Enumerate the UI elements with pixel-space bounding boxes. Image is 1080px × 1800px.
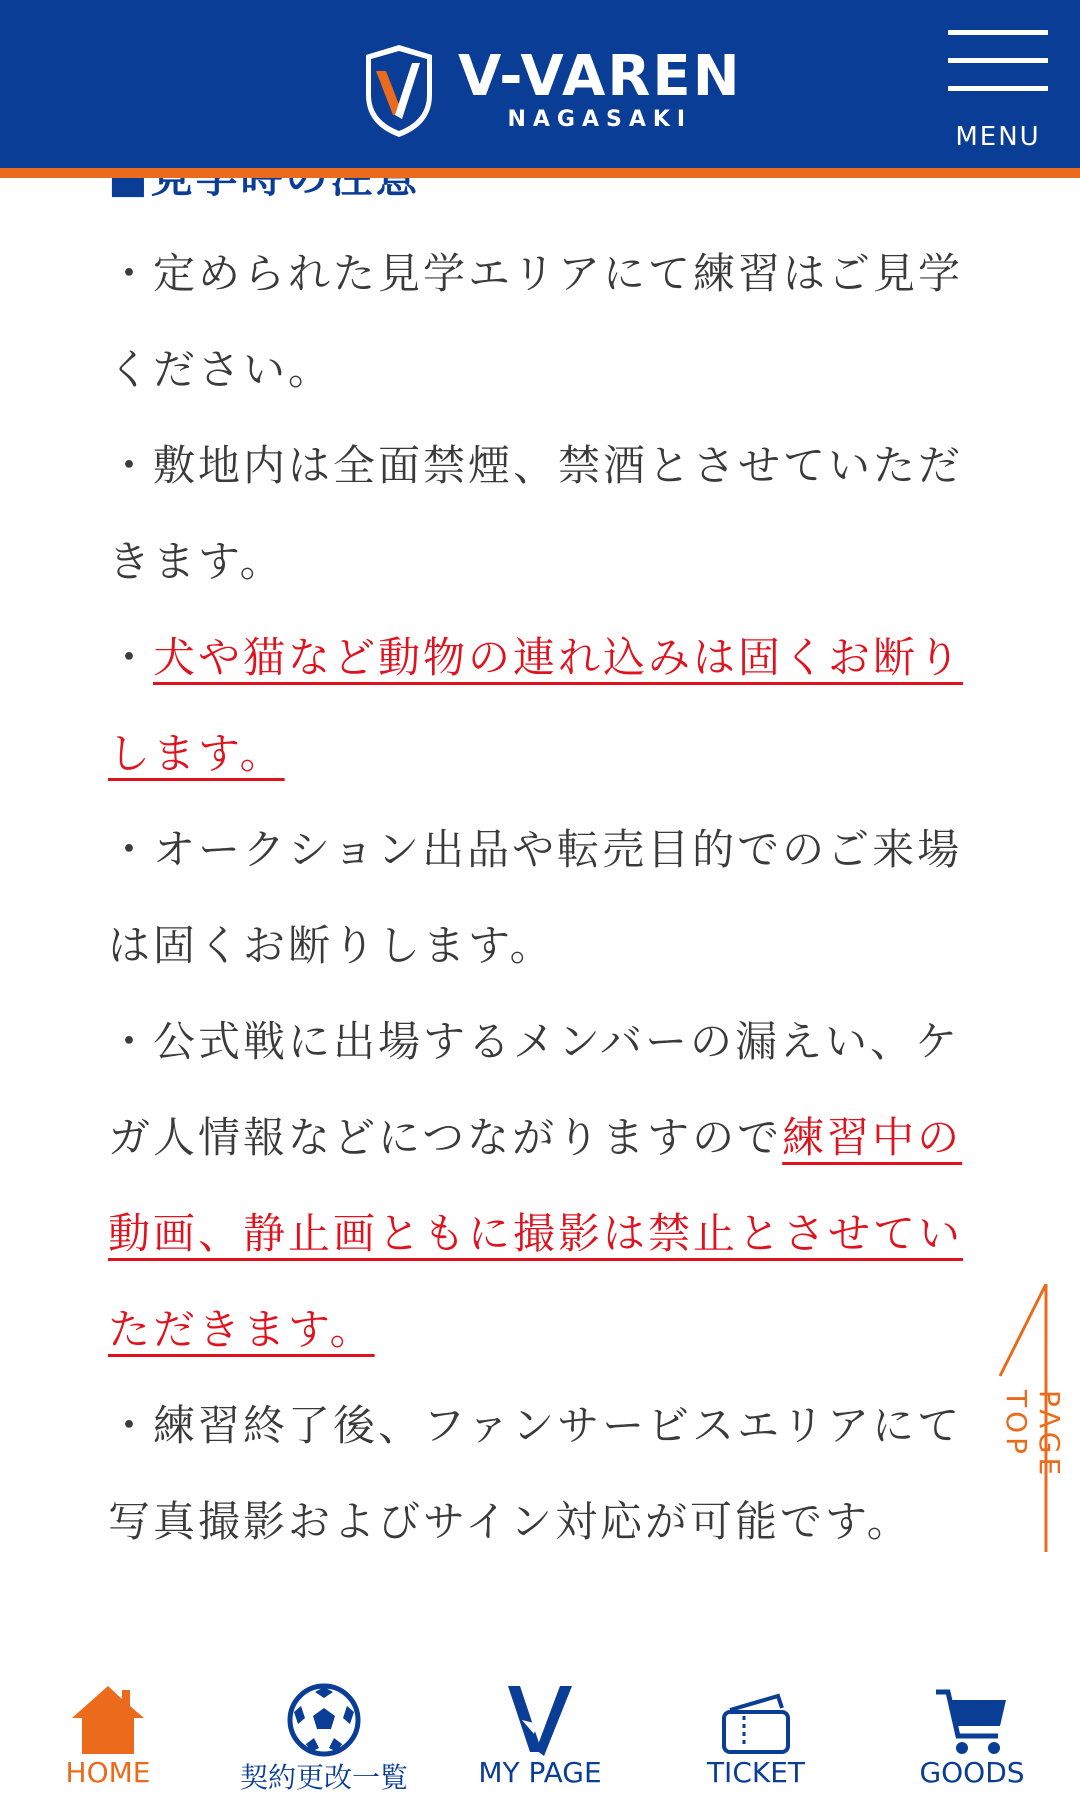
notice-paragraph: ・敷地内は全面禁煙、禁酒とさせていただきます。 (108, 441, 964, 586)
notice-paragraph: ・練習終了後、ファンサービスエリアにて写真撮影およびサイン対応が可能です。 (108, 1401, 963, 1546)
notice-paragraph: ・オークション出品や転売目的でのご来場は固くお断りします。 (108, 825, 963, 970)
nav-my-page[interactable] (432, 1652, 648, 1800)
nav-my-page-label: MY PAGE (478, 1756, 602, 1789)
menu-bar-icon (948, 30, 1048, 35)
nav-contract-list[interactable] (216, 1652, 432, 1800)
nav-home-label: HOME (65, 1756, 151, 1789)
notice-text: ・公式戦に出場するメンバーの漏えい、ケガ人情報などにつながりますので (108, 1017, 961, 1162)
bottom-navigation (0, 1652, 1080, 1800)
club-emblem-icon (362, 41, 436, 139)
warning-text: 犬や猫など動物の連れ込みは固くお断りします。 (108, 633, 964, 778)
nav-goods-label: GOODS (919, 1756, 1025, 1789)
nav-ticket-label: TICKET (706, 1756, 806, 1789)
nav-ticket[interactable] (648, 1652, 864, 1800)
ticket-icon (716, 1680, 796, 1760)
nav-contract-list-label: 契約更改一覧 (239, 1761, 408, 1794)
article-content (108, 130, 968, 1570)
bullet: ・ (108, 633, 154, 682)
menu-label: MENU (955, 122, 1041, 152)
menu-bar-icon (948, 86, 1048, 91)
notice-paragraph (108, 610, 968, 802)
v-logo-icon (500, 1680, 580, 1760)
menu-button[interactable] (946, 30, 1050, 160)
logo-sub-text: NAGASAKI (507, 107, 693, 132)
notice-paragraph (108, 994, 968, 1378)
warning-text: 練習中の動画、静止画ともに撮影は禁止とさせていただきます。 (108, 1113, 964, 1354)
home-icon (68, 1680, 148, 1760)
notice-paragraph: ・定められた見学エリアにて練習はご見学ください。 (108, 249, 964, 394)
soccer-ball-icon (284, 1680, 364, 1760)
menu-bar-icon (948, 58, 1048, 63)
club-logo[interactable] (362, 40, 742, 140)
nav-goods[interactable] (864, 1652, 1080, 1800)
logo-main-text: V-VAREN (458, 44, 742, 109)
nav-home[interactable] (0, 1652, 216, 1800)
app-header (0, 0, 1080, 178)
page-top-button[interactable] (992, 1284, 1066, 1554)
page-top-label: PAGE TOP (1000, 1390, 1066, 1480)
cart-icon (932, 1680, 1012, 1760)
logo-wordmark (458, 44, 742, 133)
